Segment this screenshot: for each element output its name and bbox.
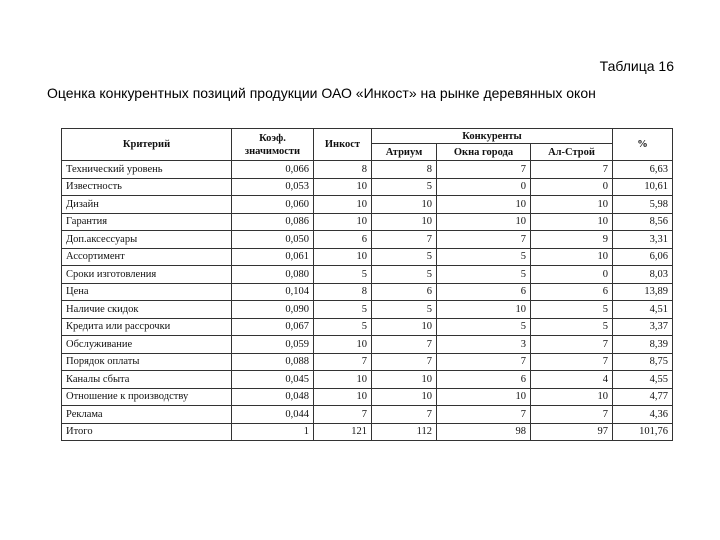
cell-weight: 0,061: [232, 248, 314, 266]
cell-alstroy: 0: [531, 266, 613, 284]
cell-okna: 10: [437, 213, 531, 231]
cell-inkost: 5: [314, 266, 372, 284]
cell-atrium: 112: [372, 423, 437, 441]
cell-name: Каналы сбыта: [62, 371, 232, 389]
cell-weight: 0,045: [232, 371, 314, 389]
cell-okna: 7: [437, 231, 531, 249]
cell-inkost: 10: [314, 388, 372, 406]
table-row: [62, 266, 673, 284]
cell-alstroy: 6: [531, 283, 613, 301]
cell-atrium: 5: [372, 301, 437, 319]
cell-okna: 98: [437, 423, 531, 441]
header-weight: Коэф. значимости: [232, 129, 314, 161]
cell-atrium: 7: [372, 406, 437, 424]
cell-atrium: 5: [372, 266, 437, 284]
cell-pct: 4,51: [613, 301, 673, 319]
cell-alstroy: 5: [531, 301, 613, 319]
table-row: [62, 283, 673, 301]
cell-name: Ассортимент: [62, 248, 232, 266]
table-row: [62, 213, 673, 231]
cell-okna: 10: [437, 388, 531, 406]
table-row: [62, 196, 673, 214]
cell-okna: 7: [437, 406, 531, 424]
cell-okna: 6: [437, 371, 531, 389]
cell-alstroy: 4: [531, 371, 613, 389]
table-row: [62, 406, 673, 424]
cell-name: Обслуживание: [62, 336, 232, 354]
cell-weight: 0,053: [232, 178, 314, 196]
table-row: [62, 301, 673, 319]
cell-inkost: 6: [314, 231, 372, 249]
header-criterion: Критерий: [62, 129, 232, 161]
cell-weight: 0,090: [232, 301, 314, 319]
cell-atrium: 10: [372, 213, 437, 231]
header-competitors: Конкуренты: [372, 129, 613, 144]
cell-alstroy: 7: [531, 161, 613, 179]
cell-weight: 0,104: [232, 283, 314, 301]
cell-inkost: 7: [314, 353, 372, 371]
cell-alstroy: 10: [531, 213, 613, 231]
cell-weight: 0,059: [232, 336, 314, 354]
cell-weight: 0,050: [232, 231, 314, 249]
cell-okna: 7: [437, 353, 531, 371]
cell-pct: 6,06: [613, 248, 673, 266]
cell-okna: 5: [437, 318, 531, 336]
cell-name: Отношение к производству: [62, 388, 232, 406]
cell-weight: 0,066: [232, 161, 314, 179]
cell-name: Технический уровень: [62, 161, 232, 179]
cell-weight: 0,080: [232, 266, 314, 284]
cell-alstroy: 9: [531, 231, 613, 249]
cell-pct: 13,89: [613, 283, 673, 301]
competitive-position-table: [61, 128, 673, 441]
cell-pct: 101,76: [613, 423, 673, 441]
cell-alstroy: 7: [531, 353, 613, 371]
cell-name: Гарантия: [62, 213, 232, 231]
table-row: [62, 161, 673, 179]
cell-alstroy: 97: [531, 423, 613, 441]
cell-pct: 8,56: [613, 213, 673, 231]
cell-weight: 0,067: [232, 318, 314, 336]
cell-name: Итого: [62, 423, 232, 441]
table-row: [62, 423, 673, 441]
cell-weight: 0,088: [232, 353, 314, 371]
cell-inkost: 121: [314, 423, 372, 441]
cell-inkost: 5: [314, 318, 372, 336]
cell-name: Известность: [62, 178, 232, 196]
table-row: [62, 248, 673, 266]
cell-weight: 1: [232, 423, 314, 441]
cell-alstroy: 10: [531, 388, 613, 406]
cell-pct: 8,03: [613, 266, 673, 284]
cell-weight: 0,060: [232, 196, 314, 214]
cell-okna: 0: [437, 178, 531, 196]
cell-alstroy: 5: [531, 318, 613, 336]
cell-okna: 10: [437, 196, 531, 214]
cell-okna: 7: [437, 161, 531, 179]
cell-inkost: 8: [314, 283, 372, 301]
header-al-stroy: Ал-Строй: [531, 144, 613, 161]
cell-pct: 5,98: [613, 196, 673, 214]
cell-atrium: 10: [372, 388, 437, 406]
cell-inkost: 5: [314, 301, 372, 319]
cell-inkost: 10: [314, 196, 372, 214]
table-row: [62, 178, 673, 196]
cell-atrium: 10: [372, 318, 437, 336]
cell-atrium: 10: [372, 196, 437, 214]
cell-pct: 8,75: [613, 353, 673, 371]
cell-atrium: 8: [372, 161, 437, 179]
cell-alstroy: 10: [531, 196, 613, 214]
cell-inkost: 10: [314, 213, 372, 231]
table-row: [62, 318, 673, 336]
cell-pct: 10,61: [613, 178, 673, 196]
cell-alstroy: 7: [531, 336, 613, 354]
table-row: [62, 388, 673, 406]
table-row: [62, 231, 673, 249]
cell-atrium: 7: [372, 353, 437, 371]
cell-pct: 3,31: [613, 231, 673, 249]
cell-inkost: 8: [314, 161, 372, 179]
cell-atrium: 5: [372, 178, 437, 196]
header-okna-goroda: Окна города: [437, 144, 531, 161]
table-row: [62, 336, 673, 354]
cell-weight: 0,048: [232, 388, 314, 406]
cell-inkost: 10: [314, 336, 372, 354]
cell-name: Дизайн: [62, 196, 232, 214]
cell-okna: 10: [437, 301, 531, 319]
document-title: Оценка конкурентных позиций продукции ОАО «Инкост» на рынке деревянных окон: [47, 85, 596, 101]
cell-pct: 4,36: [613, 406, 673, 424]
table-body: [62, 161, 673, 441]
header-atrium: Атриум: [372, 144, 437, 161]
cell-atrium: 6: [372, 283, 437, 301]
table-row: [62, 353, 673, 371]
table-row: [62, 371, 673, 389]
header-inkost: Инкост: [314, 129, 372, 161]
cell-okna: 6: [437, 283, 531, 301]
cell-pct: 8,39: [613, 336, 673, 354]
cell-name: Кредита или рассрочки: [62, 318, 232, 336]
cell-atrium: 5: [372, 248, 437, 266]
cell-name: Реклама: [62, 406, 232, 424]
cell-inkost: 10: [314, 248, 372, 266]
cell-alstroy: 7: [531, 406, 613, 424]
cell-name: Доп.аксессуары: [62, 231, 232, 249]
table-caption: Таблица 16: [599, 58, 674, 74]
cell-name: Порядок оплаты: [62, 353, 232, 371]
cell-pct: 6,63: [613, 161, 673, 179]
cell-atrium: 7: [372, 231, 437, 249]
cell-inkost: 7: [314, 406, 372, 424]
header-percent: %: [613, 129, 673, 161]
cell-name: Сроки изготовления: [62, 266, 232, 284]
cell-okna: 5: [437, 248, 531, 266]
cell-weight: 0,086: [232, 213, 314, 231]
cell-name: Наличие скидок: [62, 301, 232, 319]
cell-name: Цена: [62, 283, 232, 301]
cell-alstroy: 0: [531, 178, 613, 196]
cell-pct: 4,77: [613, 388, 673, 406]
cell-alstroy: 10: [531, 248, 613, 266]
cell-atrium: 7: [372, 336, 437, 354]
cell-atrium: 10: [372, 371, 437, 389]
cell-okna: 3: [437, 336, 531, 354]
cell-inkost: 10: [314, 371, 372, 389]
cell-pct: 4,55: [613, 371, 673, 389]
cell-okna: 5: [437, 266, 531, 284]
cell-inkost: 10: [314, 178, 372, 196]
cell-weight: 0,044: [232, 406, 314, 424]
cell-pct: 3,37: [613, 318, 673, 336]
